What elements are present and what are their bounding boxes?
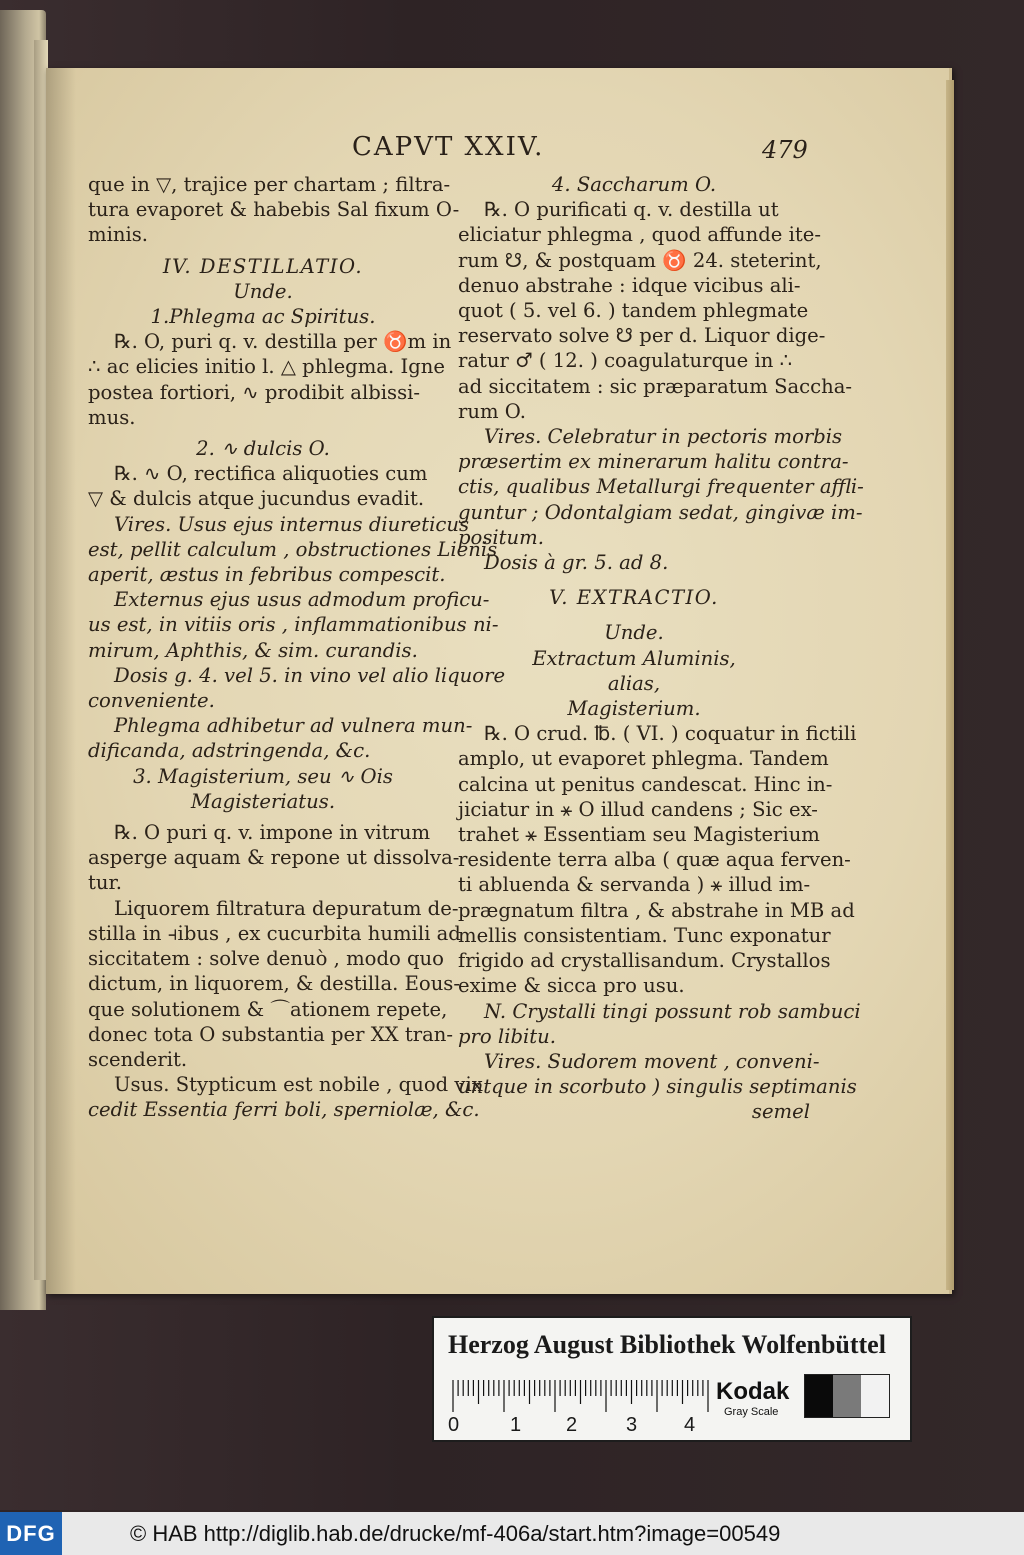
text-line: amplo, ut evaporet phlegma. Tandem: [458, 747, 829, 771]
library-name: Herzog August Bibliothek Wolfenbüttel: [448, 1330, 886, 1359]
kodak-logo: Kodak: [716, 1378, 790, 1405]
subheading: Unde.: [233, 279, 293, 303]
text-line: Vires. Celebratur in pectoris morbis: [484, 425, 843, 449]
swatch-gray: [833, 1375, 861, 1417]
text-line: stilla in ⫞ibus , ex cucurbita humili ad: [88, 921, 461, 945]
ruler-label: 1: [510, 1414, 522, 1436]
right-text-column: [458, 172, 864, 1125]
text-line: asperge aquam & repone ut dissolva-: [88, 846, 460, 870]
text-line: est, pellit calculum , obstructiones Lienis: [88, 537, 498, 561]
text-line: rum O.: [458, 399, 526, 423]
subheading: 3. Magisterium, seu ∿ Ois: [133, 764, 393, 788]
ruler-scale: [450, 1376, 712, 1416]
ruler-label: 4: [684, 1414, 696, 1436]
text-line: conveniente.: [88, 689, 215, 713]
text-line: mellis consistentiam. Tunc exponatur: [458, 923, 831, 947]
ruler-label: 0: [448, 1414, 460, 1436]
text-line: ctis, qualibus Metallurgi frequenter affli-: [458, 475, 864, 499]
text-line: Dosis à gr. 5. ad 8.: [484, 551, 669, 575]
text-line: prægnatum filtra , & abstrahe in MB ad: [458, 898, 855, 922]
page-gutter-shadow: [46, 68, 76, 1294]
text-line: postea fortiori, ∿ prodibit albissi-: [88, 380, 421, 404]
text-line: mirum, Aphthis, & sim. curandis.: [88, 638, 418, 662]
text-line: pro libitu.: [458, 1024, 556, 1048]
text-line: Usus. Stypticum est nobile , quod vix: [114, 1073, 483, 1097]
copyright-link[interactable]: © HAB http://diglib.hab.de/drucke/mf-406a/start.htm?image=00549: [130, 1521, 781, 1546]
subheading: 4. Saccharum O.: [551, 173, 717, 196]
text-line: calcina ut penitus candescat. Hinc in-: [458, 772, 833, 796]
footer-bar: [0, 1512, 1024, 1555]
text-line: reservato solve ☋ per d. Liquor dige-: [458, 324, 826, 348]
text-line: tur.: [88, 871, 122, 895]
catchword: semel: [751, 1100, 810, 1124]
text-line: N. Crystalli tingi possunt rob sambuci: [484, 999, 861, 1023]
text-line: ∴ ac elicies initio l. △ phlegma. Igne: [88, 355, 445, 379]
text-line: que in ▽, trajice per chartam ; filtra-: [88, 173, 451, 196]
text-line: frigido ad crystallisandum. Crystallos: [458, 949, 831, 973]
text-line: rum ☋, & postquam ♉ 24. steterint,: [458, 248, 822, 272]
text-line: Vires. Usus ejus internus diureticus: [114, 512, 470, 536]
text-line: dictum, in liquorem, & destilla. Eous-: [88, 972, 460, 996]
text-line: ℞. ∿ O, rectifica aliquoties cum: [114, 462, 428, 486]
text-line: eliciatur phlegma , quod affunde ite-: [458, 223, 821, 247]
swatch-black: [805, 1375, 833, 1417]
text-line: us est, in vitiis oris , inflammationibus ni-: [88, 613, 499, 637]
text-line: ℞. O crud. ℔. ( VI. ) coquatur in fictili: [484, 722, 857, 746]
text-line: ℞. O, puri q. v. destilla per ♉m in: [114, 330, 452, 354]
page-fore-edge: [946, 80, 954, 1290]
section-heading: V. EXTRACTIO.: [549, 586, 719, 610]
text-line: residente terra alba ( quæ aqua ferven-: [458, 848, 851, 872]
text-line: minis.: [88, 223, 149, 247]
subheading: Magisterium.: [567, 697, 701, 721]
text-line: Dosis g. 4. vel 5. in vino vel alio liquore: [114, 663, 506, 687]
text-line: Externus ejus usus admodum proficu-: [114, 588, 490, 612]
text-line: dificanda, adstringenda, &c.: [88, 739, 371, 763]
text-line: ▽ & dulcis atque jucundus evadit.: [88, 487, 425, 511]
text-line: trahet ⚹ Essentiam seu Magisterium: [458, 823, 820, 847]
ruler-label: 3: [626, 1414, 638, 1436]
swatch-white: [861, 1375, 889, 1417]
text-line: tura evaporet & habebis Sal fixum O-: [88, 198, 460, 222]
text-line: untque in scorbuto ) singulis septimanis: [458, 1075, 857, 1099]
text-line: ℞. O purificati q. v. destilla ut: [484, 198, 779, 222]
subheading: 2. ∿ dulcis O.: [196, 437, 330, 461]
text-line: præsertim ex minerarum halitu contra-: [458, 450, 849, 474]
text-line: siccitatem : solve denuò , modo quo: [88, 947, 444, 971]
text-line: que solutionem & ⌒ationem repete,: [88, 997, 448, 1021]
text-line: ti abluenda & servanda ) ⚹ illud im-: [458, 873, 811, 897]
text-line: denuo abstrahe : idque vicibus ali-: [458, 273, 801, 297]
text-line: cedit Essentia ferri boli, sperniolæ, &c.: [88, 1098, 480, 1122]
text-line: ℞. O puri q. v. impone in vitrum: [114, 821, 431, 845]
text-line: jiciatur in ⚹ O illud candens ; Sic ex-: [458, 797, 818, 821]
text-line: Liquorem filtratura depuratum de-: [114, 896, 459, 920]
dfg-logo: DFG: [0, 1512, 62, 1555]
subheading: alias,: [607, 671, 661, 695]
text-line: mus.: [88, 405, 136, 429]
ruler-label: 2: [566, 1414, 578, 1436]
subheading: Magisteriatus.: [190, 789, 336, 813]
text-line: ad siccitatem : sic præparatum Saccha-: [458, 374, 853, 398]
section-heading: IV. DESTILLATIO.: [162, 254, 364, 278]
subheading: Extractum Aluminis,: [532, 646, 736, 670]
running-head: CAPVT XXIV.: [352, 132, 545, 162]
text-line: exime & sicca pro usu.: [458, 974, 685, 998]
text-line: guntur ; Odontalgiam sedat, gingivæ im-: [458, 500, 863, 524]
subheading: 1.Phlegma ac Spiritus.: [150, 305, 376, 329]
text-line: positum.: [458, 525, 544, 549]
text-line: ratur ♂ ( 12. ) coagulaturque in ∴: [458, 349, 793, 373]
text-line: Phlegma adhibetur ad vulnera mun-: [114, 714, 473, 738]
text-line: donec tota O substantia per ⅩⅩ tran-: [88, 1022, 454, 1046]
text-line: aperit, æstus in febribus compescit.: [88, 563, 446, 587]
gray-scale-swatches: [804, 1374, 890, 1418]
text-line: Vires. Sudorem movent , conveni-: [484, 1049, 820, 1073]
page-number: 479: [762, 136, 808, 164]
library-color-target: [432, 1316, 912, 1442]
gray-scale-label: Gray Scale: [724, 1406, 779, 1418]
text-line: quot ( 5. vel 6. ) tandem phlegmate: [458, 299, 809, 323]
subheading: Unde.: [604, 621, 664, 645]
text-line: scenderit.: [88, 1047, 188, 1071]
